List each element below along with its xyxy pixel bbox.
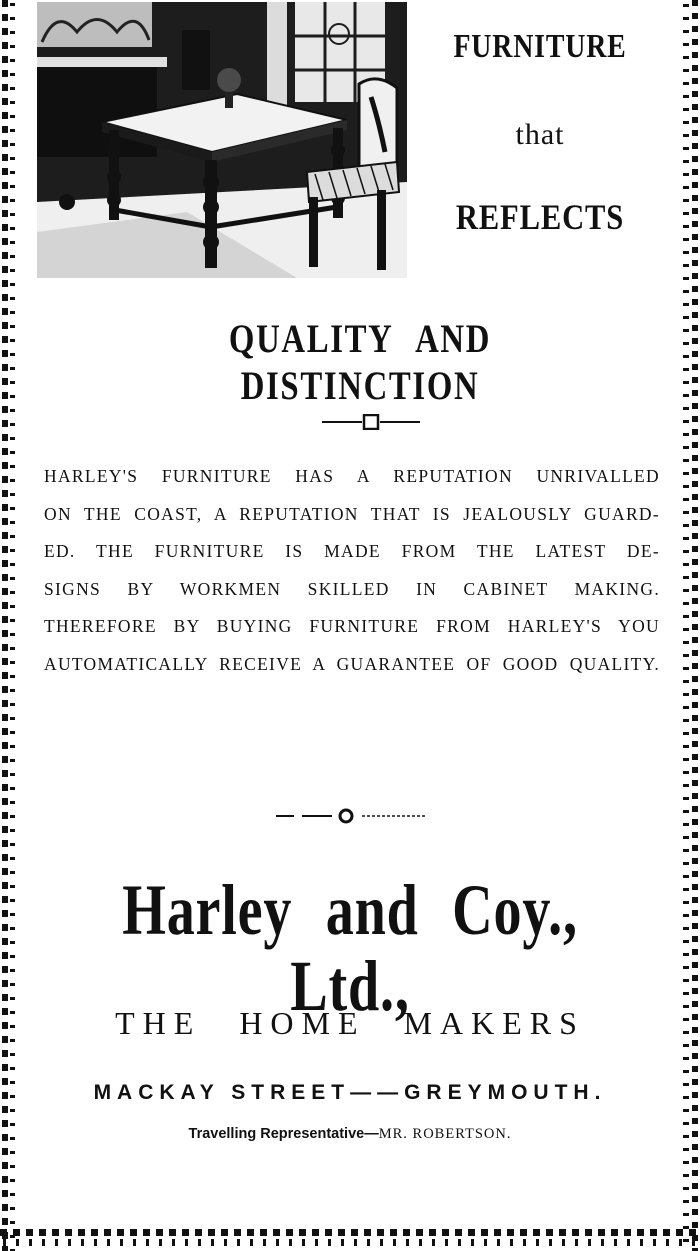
body-line: ED. THE FURNITURE IS MADE FROM THE LATEST DE- [44, 541, 660, 561]
right-border [680, 0, 700, 1251]
body-line: ON THE COAST, A REPUTATION THAT IS JEALOUSLY GUARD- [44, 503, 660, 524]
representative-name: MR. ROBERTSON. [378, 1126, 512, 1142]
company-name: Harley and Coy., Ltd., [122, 870, 578, 1026]
bottom-border [0, 1225, 700, 1251]
left-border [0, 0, 18, 1251]
tagline: THE HOME MAKERS [115, 1005, 585, 1041]
body-line: THEREFORE BY BUYING FURNITURE FROM HARLEY'S YOU [44, 616, 660, 636]
headline-that: that [515, 118, 565, 151]
furniture-illustration-icon [37, 2, 407, 278]
body-line: AUTOMATICALLY RECEIVE A GUARANTEE OF GOOD QUALITY. [44, 653, 660, 674]
body-line: HARLEY'S FURNITURE HAS A REPUTATION UNRIVALLED [44, 466, 660, 486]
representative-label: Travelling Representative— [188, 1126, 379, 1142]
body-line: SIGNS BY WORKMEN SKILLED IN CABINET MAKING. [44, 578, 660, 599]
headline-reflects: REFLECTS [455, 197, 625, 237]
headline-furniture: FURNITURE [453, 28, 627, 65]
representative-line [100, 1126, 600, 1143]
ornament-divider-icon [276, 808, 426, 824]
ornament-divider-icon [322, 414, 420, 430]
address: MACKAY STREET——GREYMOUTH. [93, 1081, 607, 1104]
quality-heading: QUALITY AND DISTINCTION [228, 316, 492, 408]
body-paragraph [44, 458, 660, 683]
